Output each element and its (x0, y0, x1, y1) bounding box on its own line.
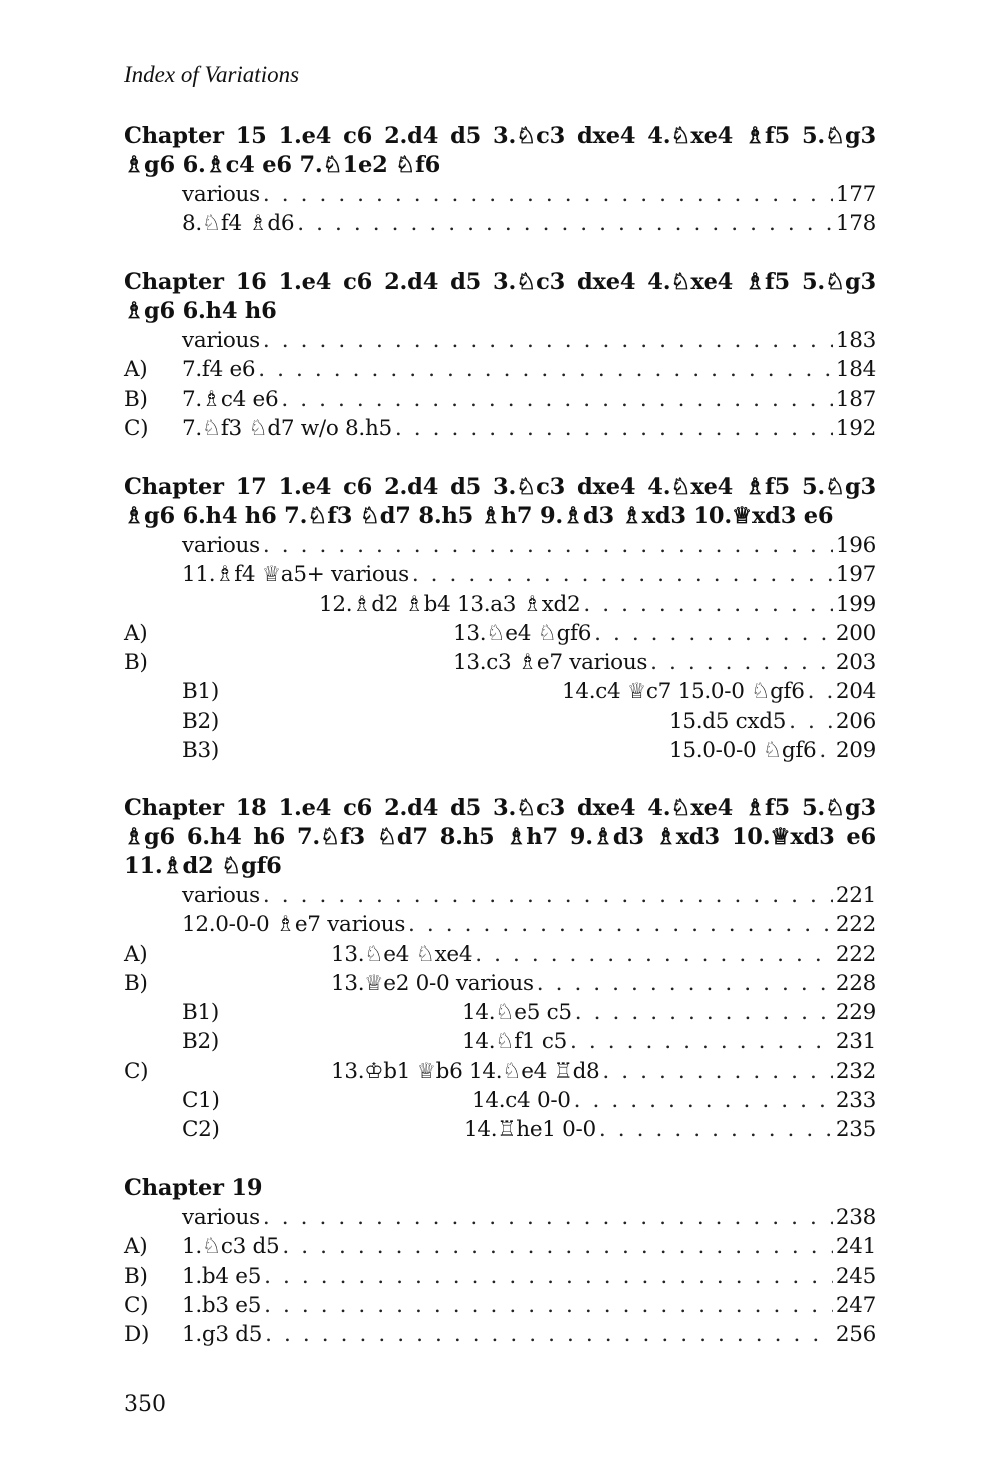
entry-move: 1.b3 e5 (182, 1292, 262, 1318)
dot-leader (594, 619, 833, 648)
index-entry (124, 1203, 876, 1232)
running-title: Index of Variations (124, 62, 300, 87)
entry-label: C1) (182, 1088, 220, 1114)
entry-move: 14.♖he1 0-0 (464, 1117, 596, 1143)
entry-page: 209 (835, 738, 876, 764)
entry-move: 1.b4 e5 (182, 1263, 262, 1289)
index-entry (124, 326, 876, 355)
dot-leader (263, 1203, 833, 1232)
dot-leader (583, 590, 833, 619)
entry-label: B) (124, 386, 148, 412)
chapter-19 (124, 1174, 876, 1349)
entry-move: 8.♘f4 ♗d6 (182, 211, 295, 237)
entry-page: 247 (835, 1292, 876, 1318)
entry-label: C) (124, 415, 149, 441)
dot-leader (599, 1115, 833, 1144)
dot-leader (264, 1262, 833, 1291)
dot-leader (789, 707, 833, 736)
entry-label: B) (124, 1263, 148, 1289)
index-entry (124, 736, 876, 765)
dot-leader (297, 209, 833, 238)
index-entry (124, 590, 876, 619)
entry-page: 203 (835, 650, 876, 676)
index-entry (124, 707, 876, 736)
entry-move: 14.c4 ♕c7 15.0-0 ♘gf6 (562, 679, 805, 705)
entry-move: 15.0-0-0 ♘gf6 (669, 738, 817, 764)
index-entry (124, 677, 876, 706)
entry-label: B) (124, 650, 148, 676)
dot-leader (819, 736, 832, 765)
entry-page: 184 (835, 357, 876, 383)
chapter-heading: Chapter 17 1.e4 c6 2.d4 d5 3.♘c3 dxe4 4.♘xe4 ♗f5 5.♘g3 ♗g6 6.h4 h6 7.♘f3 ♘d7 8.h5 ♗h7 9.♗d3 ♗xd3 10.♕xd3 e6 (124, 474, 876, 529)
index-entry (124, 1320, 876, 1349)
index-entry (124, 1027, 876, 1056)
chapter-18 (124, 794, 876, 1145)
entry-move: 12.0-0-0 ♗e7 various (182, 912, 406, 938)
entry-page: 178 (835, 211, 876, 237)
index-entry (124, 910, 876, 939)
dot-leader (258, 355, 833, 384)
entry-page: 241 (835, 1234, 876, 1260)
entry-page: 222 (835, 941, 876, 967)
chapter-heading: Chapter 18 1.e4 c6 2.d4 d5 3.♘c3 dxe4 4.♘xe4 ♗f5 5.♘g3 ♗g6 6.h4 h6 7.♘f3 ♘d7 8.h5 ♗h7 9.♗d3 ♗xd3 10.♕xd3 e6 11.♗d2 ♘gf6 (124, 795, 876, 879)
index-entry (124, 355, 876, 384)
page-number: 350 (124, 1392, 166, 1417)
entry-page: 196 (835, 533, 876, 558)
chapter-16 (124, 268, 876, 443)
entry-move: various (182, 533, 260, 558)
entry-move: 7.f4 e6 (182, 357, 256, 383)
dot-leader (264, 1291, 833, 1320)
entry-move: 14.c4 0-0 (472, 1088, 571, 1114)
entry-label: B1) (182, 1000, 219, 1026)
dot-leader (281, 385, 833, 414)
entry-page: 183 (835, 328, 876, 353)
entry-move: various (182, 328, 260, 353)
dot-leader (395, 414, 833, 443)
entry-page: 229 (835, 1000, 876, 1026)
index-entry (124, 940, 876, 969)
entry-move: 13.♔b1 ♕b6 14.♘e4 ♖d8 (331, 1058, 600, 1084)
dot-leader (537, 969, 833, 998)
dot-leader (475, 940, 833, 969)
entry-move: 7.♗c4 e6 (182, 386, 279, 412)
dot-leader (575, 998, 833, 1027)
entry-move: 13.♘e4 ♘gf6 (453, 620, 592, 646)
entry-page: 221 (835, 883, 876, 908)
dot-leader (570, 1027, 833, 1056)
dot-leader (265, 1320, 833, 1349)
entry-move: various (182, 182, 260, 207)
dot-leader (263, 326, 833, 355)
entry-page: 199 (835, 591, 876, 617)
entry-move: 11.♗f4 ♕a5+ various (182, 562, 409, 588)
index-entry (124, 414, 876, 443)
index-entry (124, 1086, 876, 1115)
entry-page: 231 (835, 1029, 876, 1055)
dot-leader (602, 1057, 832, 1086)
chapter-15 (124, 122, 876, 239)
entry-move: 13.♕e2 0-0 various (331, 970, 534, 996)
entry-label: B2) (182, 708, 219, 734)
entry-page: 200 (835, 620, 876, 646)
entry-label: B2) (182, 1029, 219, 1055)
entry-label: A) (124, 357, 148, 383)
entry-move: 13.♘e4 ♘xe4 (331, 941, 473, 967)
dot-leader (808, 677, 833, 706)
entry-page: 222 (835, 912, 876, 938)
dot-leader (263, 180, 833, 209)
index-entry (124, 998, 876, 1027)
index-entry (124, 1291, 876, 1320)
entry-label: B) (124, 970, 148, 996)
chapter-heading: Chapter 19 (124, 1175, 263, 1201)
dot-leader (412, 560, 833, 589)
entry-move: 7.♘f3 ♘d7 w/o 8.h5 (182, 415, 392, 441)
entry-page: 232 (835, 1058, 876, 1084)
entry-move: 1.g3 d5 (182, 1322, 263, 1348)
entry-page: 228 (835, 970, 876, 996)
entry-page: 233 (835, 1088, 876, 1114)
index-entry (124, 531, 876, 560)
entry-label: A) (124, 1234, 148, 1260)
entry-move: various (182, 1205, 260, 1230)
chapter-17 (124, 473, 876, 765)
chapter-heading: Chapter 16 1.e4 c6 2.d4 d5 3.♘c3 dxe4 4.♘xe4 ♗f5 5.♘g3 ♗g6 6.h4 h6 (124, 269, 876, 324)
entry-label: C2) (182, 1117, 220, 1143)
entry-label: A) (124, 620, 148, 646)
entry-page: 206 (835, 708, 876, 734)
index-entry (124, 1232, 876, 1261)
entry-label: C) (124, 1058, 149, 1084)
index-entry (124, 1057, 876, 1086)
dot-leader (408, 910, 833, 939)
entry-page: 256 (835, 1322, 876, 1348)
index-entry (124, 1262, 876, 1291)
entry-label: A) (124, 941, 148, 967)
entry-page: 197 (835, 562, 876, 588)
dot-leader (574, 1086, 833, 1115)
index-entry (124, 969, 876, 998)
entry-label: B1) (182, 679, 219, 705)
index-entry (124, 180, 876, 209)
entry-page: 177 (835, 182, 876, 207)
dot-leader (650, 648, 833, 677)
entry-move: various (182, 883, 260, 908)
index-entry (124, 385, 876, 414)
index-entry (124, 560, 876, 589)
entry-page: 238 (835, 1205, 876, 1230)
entry-page: 245 (835, 1263, 876, 1289)
entry-label: D) (124, 1322, 150, 1348)
dot-leader (263, 531, 833, 560)
index-entry (124, 209, 876, 238)
entry-label: C) (124, 1292, 149, 1318)
entry-move: 13.c3 ♗e7 various (453, 650, 648, 676)
entry-move: 14.♘f1 c5 (462, 1029, 567, 1055)
dot-leader (282, 1232, 832, 1261)
entry-page: 204 (835, 679, 876, 705)
entry-move: 12.♗d2 ♗b4 13.a3 ♗xd2 (319, 591, 581, 617)
index-entry (124, 881, 876, 910)
entry-move: 1.♘c3 d5 (182, 1234, 280, 1260)
entry-page: 192 (835, 415, 876, 441)
entry-label: B3) (182, 738, 219, 764)
entry-move: 14.♘e5 c5 (462, 1000, 572, 1026)
chapter-heading: Chapter 15 1.e4 c6 2.d4 d5 3.♘c3 dxe4 4.♘xe4 ♗f5 5.♘g3 ♗g6 6.♗c4 e6 7.♘1e2 ♘f6 (124, 123, 876, 178)
index-entry (124, 1115, 876, 1144)
index-entry (124, 619, 876, 648)
index-entry (124, 648, 876, 677)
entry-move: 15.d5 cxd5 (669, 708, 787, 734)
dot-leader (263, 881, 833, 910)
entry-page: 235 (835, 1117, 876, 1143)
entry-page: 187 (835, 386, 876, 412)
